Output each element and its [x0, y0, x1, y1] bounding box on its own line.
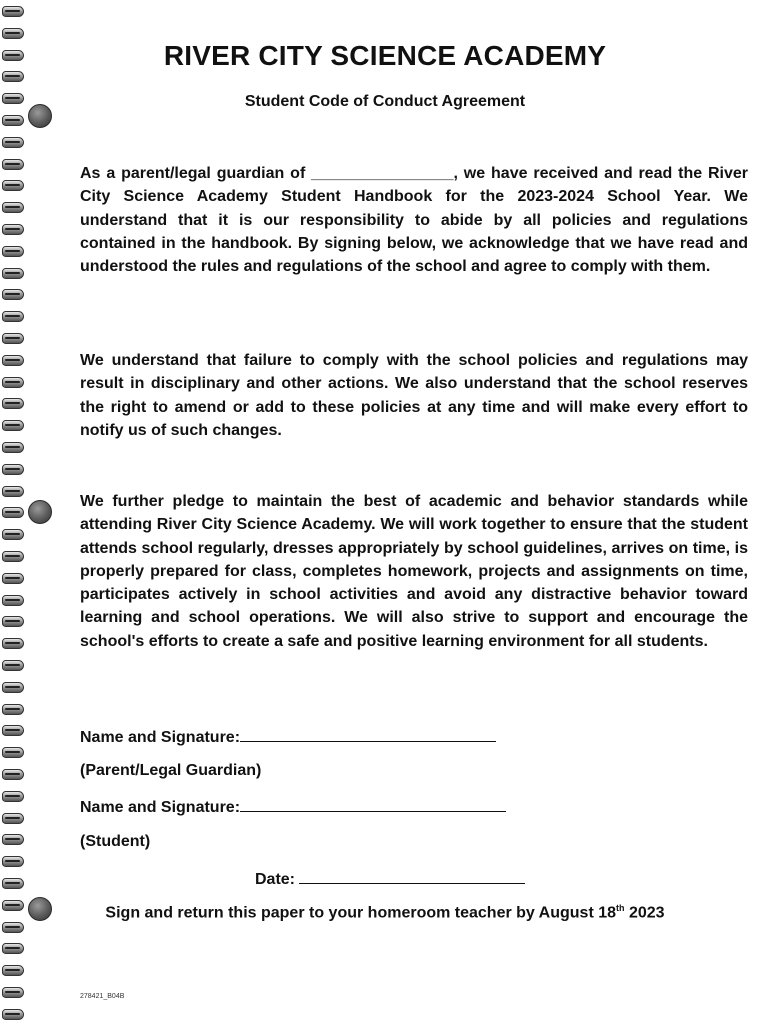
binding-coil-icon	[2, 682, 24, 693]
form-code: 278421_B04B	[80, 993, 125, 1000]
agreement-paragraph-1: As a parent/legal guardian of ________________, we have received and read the River City Science Academy Student Handbook for the 2023-2024 School Year. We understand that it is our responsibility to abide by all policies and regulations contained in the handbook. By signing below, we acknowledge that we have read and understood the rules and regulations of the school and agree to comply with them.	[80, 165, 748, 276]
binding-coil-icon	[2, 791, 24, 802]
binding-coil-icon	[2, 137, 24, 148]
binding-coil-icon	[2, 180, 24, 191]
binding-coil-icon	[2, 573, 24, 584]
binding-coil-icon	[2, 834, 24, 845]
binding-coil-icon	[2, 355, 24, 366]
binding-coil-icon	[2, 507, 24, 518]
binding-coil-icon	[2, 224, 24, 235]
punch-hole-icon	[28, 500, 52, 524]
binding-coil-icon	[2, 464, 24, 475]
binding-coil-icon	[2, 747, 24, 758]
binding-coil-icon	[2, 115, 24, 126]
binding-coil-icon	[2, 551, 24, 562]
binding-coil-icon	[2, 246, 24, 257]
binding-coil-icon	[2, 769, 24, 780]
binding-coil-icon	[2, 377, 24, 388]
binding-coil-icon	[2, 704, 24, 715]
binding-coil-icon	[2, 398, 24, 409]
binding-coil-icon	[2, 878, 24, 889]
return-instruction	[0, 903, 770, 922]
guardian-signature-label: Name and Signature:	[80, 729, 241, 746]
binding-coil-icon	[2, 289, 24, 300]
binding-coil-icon	[2, 333, 24, 344]
date-label: Date:	[255, 871, 296, 888]
agreement-paragraph-2: We understand that failure to comply with the school policies and regulations may result in disciplinary and other actions. We also understand that the school reserves the right to amend or add to these policies at any time and will make every effort to notify us of such changes.	[80, 352, 748, 439]
spiral-binding	[0, 0, 30, 1024]
binding-coil-icon	[2, 71, 24, 82]
binding-coil-icon	[2, 529, 24, 540]
binding-coil-icon	[2, 943, 24, 954]
binding-coil-icon	[2, 1009, 24, 1020]
binding-coil-icon	[2, 922, 24, 933]
return-instruction-year: 2023	[624, 904, 665, 922]
binding-coil-icon	[2, 616, 24, 627]
student-role-label: (Student)	[80, 833, 151, 850]
student-signature-label: Name and Signature:	[80, 799, 241, 816]
date-line	[255, 869, 525, 889]
agreement-paragraph-3: We further pledge to maintain the best of academic and behavior standards while attending River City Science Academy. We will work together to ensure that the student attends school regularly, dresses appropriately by school guidelines, arrives on time, is properly prepared for class, completes homework, projects and assignments on time, participates actively in school activities and avoid any distractive behavior toward learning and school operations. We will also strive to support and encourage the school's efforts to create a safe and positive learning environment for all students.	[80, 493, 748, 650]
guardian-signature-line	[80, 727, 496, 747]
page-subtitle: Student Code of Conduct Agreement	[244, 93, 526, 110]
binding-coil-icon	[2, 638, 24, 649]
binding-coil-icon	[2, 660, 24, 671]
binding-coil-icon	[2, 268, 24, 279]
binding-coil-icon	[2, 28, 24, 39]
guardian-signature-field[interactable]	[240, 727, 496, 742]
binding-coil-icon	[2, 987, 24, 998]
return-instruction-text: Sign and return this paper to your homeroom teacher by August 18	[105, 904, 617, 922]
date-field[interactable]	[299, 869, 525, 884]
binding-coil-icon	[2, 725, 24, 736]
binding-coil-icon	[2, 311, 24, 322]
binding-coil-icon	[2, 813, 24, 824]
return-instruction-ordinal: th	[616, 903, 625, 913]
binding-coil-icon	[2, 202, 24, 213]
binding-coil-icon	[2, 420, 24, 431]
binding-coil-icon	[2, 486, 24, 497]
binding-coil-icon	[2, 6, 24, 17]
student-signature-field[interactable]	[240, 797, 506, 812]
page-title: RIVER CITY SCIENCE ACADEMY	[163, 40, 607, 71]
binding-coil-icon	[2, 856, 24, 867]
binding-coil-icon	[2, 595, 24, 606]
binding-coil-icon	[2, 442, 24, 453]
binding-coil-icon	[2, 159, 24, 170]
student-signature-line	[80, 797, 506, 817]
binding-coil-icon	[2, 965, 24, 976]
guardian-role-label: (Parent/Legal Guardian)	[80, 762, 262, 779]
